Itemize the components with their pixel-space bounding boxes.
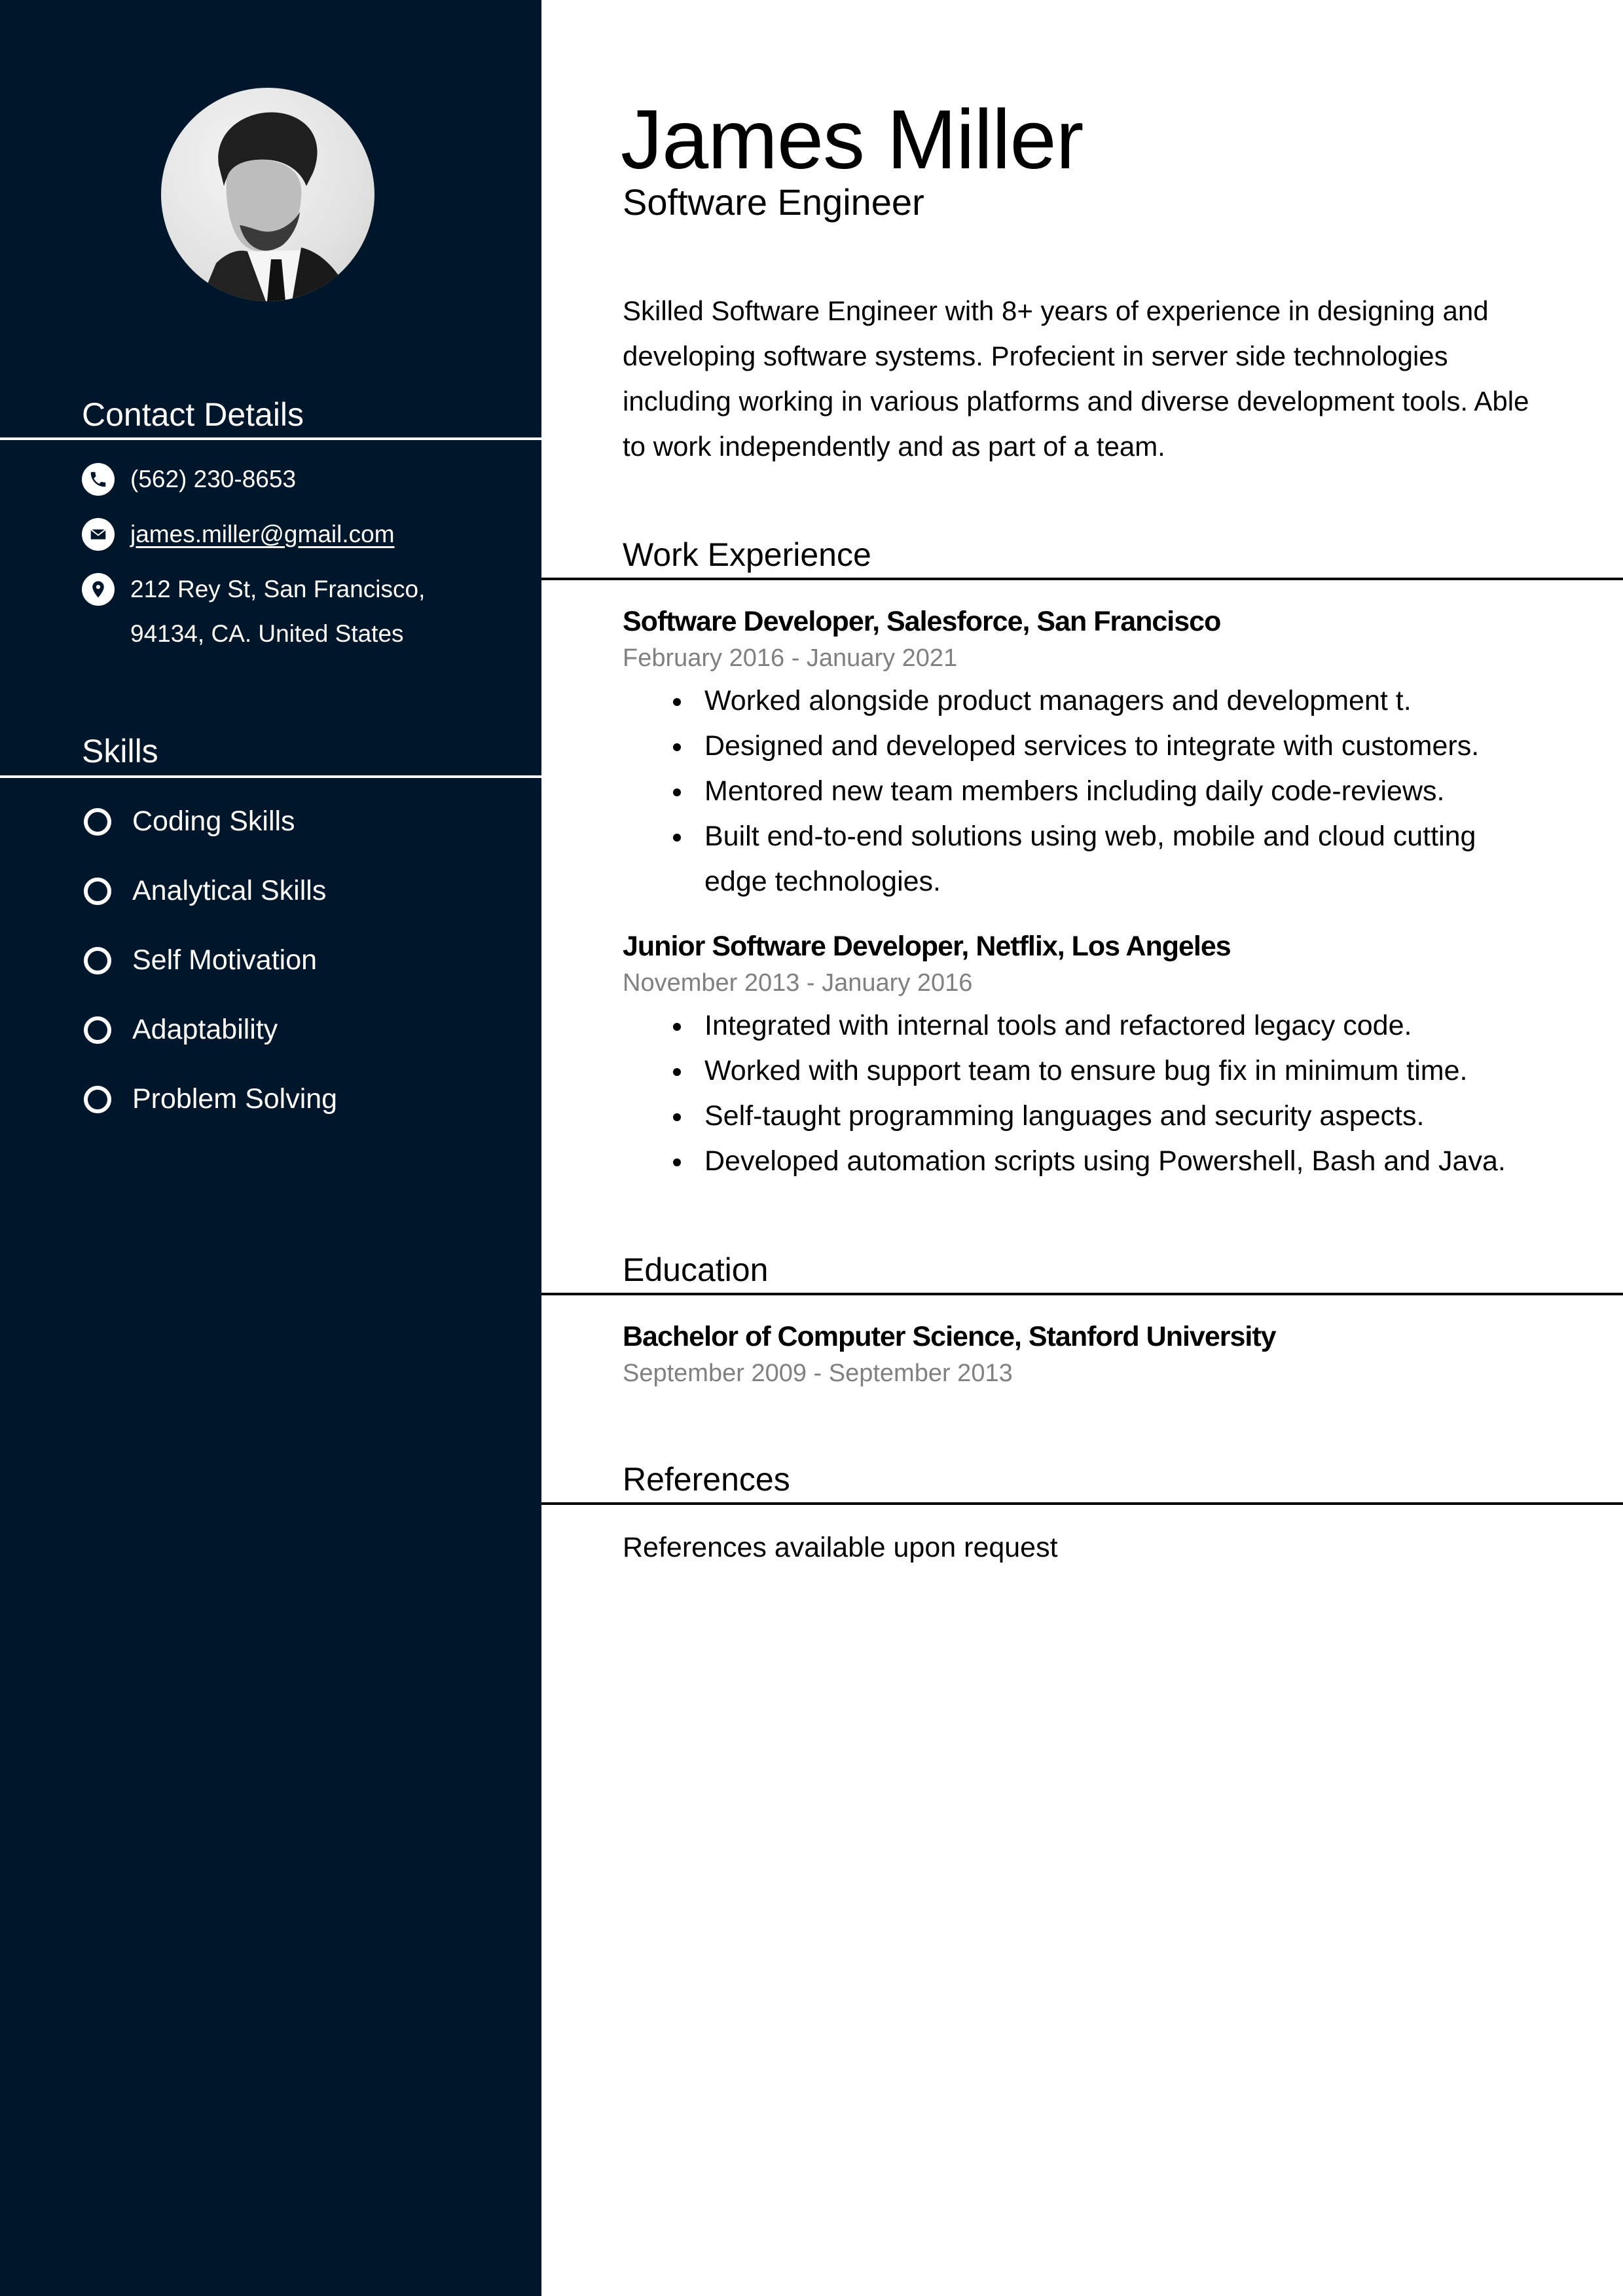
job-bullet: Integrated with internal tools and refactored legacy code. (704, 1003, 1621, 1048)
job-dates: November 2013 - January 2016 (623, 969, 973, 997)
job-bullet: Developed automation scripts using Powershell, Bash and Java. (704, 1139, 1621, 1184)
skill-label: Problem Solving (132, 1083, 338, 1115)
work-experience-heading: Work Experience (623, 536, 871, 573)
contact-details-heading: Contact Details (82, 396, 304, 433)
job-title: Junior Software Developer, Netflix, Los Angeles (623, 931, 1231, 962)
skill-label: Coding Skills (132, 805, 295, 837)
work-experience-divider (541, 578, 1623, 580)
references-text: References available upon request (623, 1532, 1058, 1563)
job-bullet: Designed and developed services to integrate with customers. (704, 724, 1621, 769)
address-text (130, 567, 425, 656)
job-bullet: Mentored new team members including daily code-reviews. (704, 769, 1621, 814)
contact-address (82, 567, 425, 656)
profile-photo (161, 88, 374, 301)
degree-dates: September 2009 - September 2013 (623, 1360, 1013, 1387)
job-bullets (623, 678, 1621, 904)
circle-icon (84, 808, 111, 836)
degree-title: Bachelor of Computer Science, Stanford University (623, 1321, 1276, 1352)
references-divider (541, 1502, 1623, 1505)
envelope-icon (82, 518, 115, 551)
skills-heading: Skills (82, 733, 158, 769)
education-divider (541, 1293, 1623, 1295)
references-heading: References (623, 1461, 790, 1498)
skill-item (84, 1014, 278, 1046)
skill-item (84, 1083, 337, 1115)
skill-label: Analytical Skills (132, 875, 327, 906)
job-title: Software Developer, Salesforce, San Francisco (623, 606, 1221, 637)
job-dates: February 2016 - January 2021 (623, 644, 958, 672)
skill-item (84, 805, 295, 838)
skill-label: Adaptability (132, 1014, 278, 1045)
phone-icon (82, 463, 115, 496)
address-line-2: 94134, CA. United States (130, 620, 404, 647)
job-bullet: Worked with support team to ensure bug fix in minimum time. (704, 1048, 1621, 1094)
phone-number: (562) 230-8653 (130, 466, 297, 492)
sidebar (0, 0, 541, 2296)
skills-divider (0, 775, 541, 778)
candidate-name: James Miller (621, 93, 1084, 187)
circle-icon (84, 878, 111, 905)
circle-icon (84, 1086, 111, 1113)
education-heading: Education (623, 1251, 769, 1288)
candidate-title: Software Engineer (623, 181, 924, 223)
job-bullet: Self-taught programming languages and security aspects. (704, 1094, 1621, 1139)
job-bullets (623, 1003, 1621, 1184)
address-line-1: 212 Rey St, San Francisco, (130, 576, 426, 602)
contact-divider (0, 437, 541, 440)
circle-icon (84, 947, 111, 974)
skill-item (84, 944, 317, 976)
contact-email (82, 512, 395, 557)
circle-icon (84, 1016, 111, 1044)
job-bullet: Worked alongside product managers and development t. (704, 678, 1621, 724)
skill-item (84, 875, 326, 907)
job-bullet: Built end-to-end solutions using web, mobile and cloud cutting edge technologies. (704, 814, 1477, 904)
portrait-illustration (161, 88, 374, 301)
contact-phone (82, 457, 296, 502)
location-pin-icon (82, 573, 115, 606)
skill-label: Self Motivation (132, 944, 318, 976)
profile-summary: Skilled Software Engineer with 8+ years of experience in designing and developing software systems. Profecient in server side technologies including working in various platforms and diverse development tools. Able to work independently and as part of a team. (623, 295, 1529, 462)
email-link[interactable]: james.miller@gmail.com (130, 521, 395, 547)
